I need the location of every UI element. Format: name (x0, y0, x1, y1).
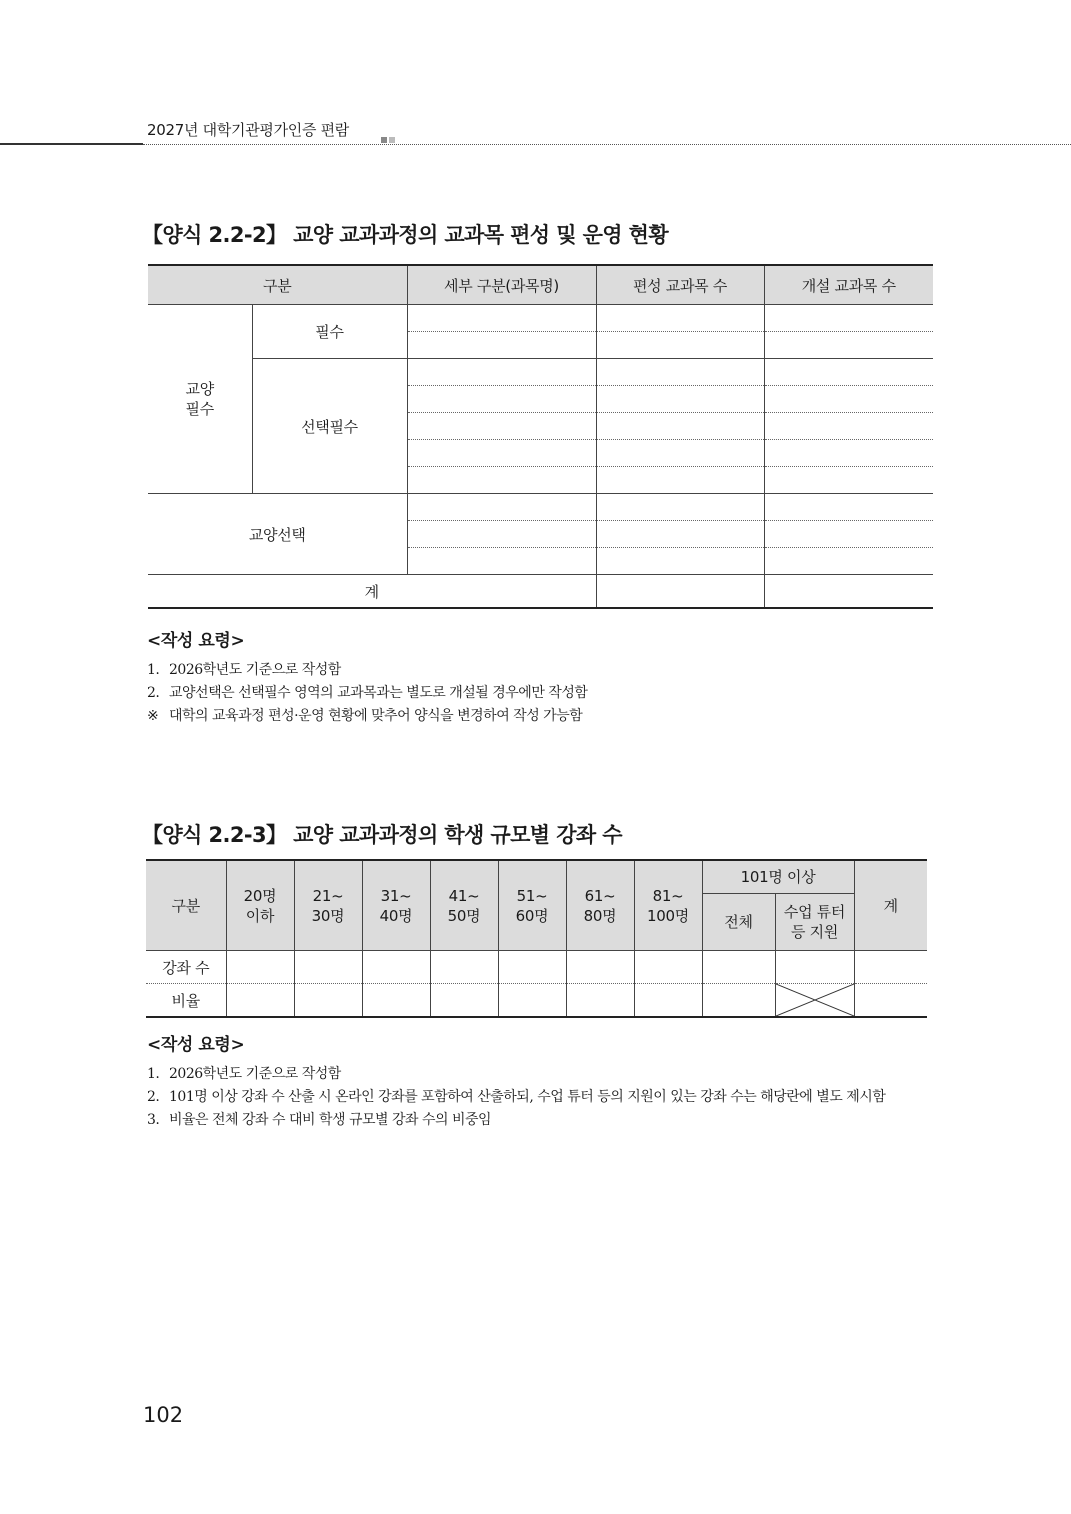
crossed-out-cell (775, 984, 854, 1018)
input-cell[interactable] (407, 305, 596, 332)
form2-table (146, 859, 927, 1018)
input-cell[interactable] (407, 413, 596, 440)
input-cell[interactable] (596, 359, 764, 386)
guide2 (147, 1030, 937, 1132)
input-cell[interactable] (702, 984, 775, 1018)
header-opened-count: 개설 교과목 수 (764, 265, 933, 305)
input-cell[interactable] (764, 467, 933, 494)
input-cell[interactable] (226, 951, 294, 984)
header-size-61-80: 61~ 80명 (566, 860, 634, 951)
input-cell[interactable] (596, 548, 764, 575)
input-cell[interactable] (226, 984, 294, 1018)
header-size-21-30: 21~ 30명 (294, 860, 362, 951)
input-cell[interactable] (764, 386, 933, 413)
header-detail: 세부 구분(과목명) (407, 265, 596, 305)
header-category: 구분 (146, 860, 226, 951)
input-cell[interactable] (764, 440, 933, 467)
cross-icon (776, 984, 854, 1016)
header-rule-thin (143, 144, 1071, 145)
guide2-item: 3. 비율은 전체 강좌 수 대비 학생 규모별 강좌 수의 비중임 (147, 1112, 492, 1128)
guide2-item: 1. 2026학년도 기준으로 작성함 (147, 1066, 341, 1082)
input-cell[interactable] (596, 494, 764, 521)
input-cell[interactable] (407, 494, 596, 521)
input-cell[interactable] (764, 359, 933, 386)
input-cell[interactable] (764, 413, 933, 440)
input-cell[interactable] (294, 951, 362, 984)
input-cell[interactable] (634, 951, 702, 984)
input-cell[interactable] (566, 984, 634, 1018)
running-header (0, 116, 1071, 146)
form2-title: 【양식 2.2-3】 교양 교과과정의 학생 규모별 강좌 수 (142, 823, 622, 847)
input-cell[interactable] (407, 440, 596, 467)
input-cell[interactable] (596, 386, 764, 413)
input-cell[interactable] (596, 305, 764, 332)
header-over-101-all: 전체 (702, 894, 775, 951)
input-cell[interactable] (764, 494, 933, 521)
input-cell[interactable] (566, 951, 634, 984)
input-cell[interactable] (702, 951, 775, 984)
row-label-ratio: 비율 (146, 984, 226, 1018)
input-cell[interactable] (596, 413, 764, 440)
total-opened-cell[interactable] (764, 575, 933, 609)
input-cell[interactable] (407, 467, 596, 494)
input-cell[interactable] (498, 951, 566, 984)
input-cell[interactable] (362, 984, 430, 1018)
header-total: 계 (854, 860, 927, 951)
input-cell[interactable] (596, 440, 764, 467)
input-cell[interactable] (634, 984, 702, 1018)
guide1-item: ※ 대학의 교육과정 편성·운영 현황에 맞추어 양식을 변경하여 작성 가능함 (147, 708, 583, 724)
header-size-51-60: 51~ 60명 (498, 860, 566, 951)
header-rule-thick (0, 143, 143, 145)
input-cell[interactable] (407, 332, 596, 359)
form1-table (148, 264, 933, 609)
input-cell[interactable] (498, 984, 566, 1018)
running-title: 2027년 대학기관평가인증 편람 (147, 121, 350, 139)
sub-elective-required: 선택필수 (252, 359, 407, 494)
input-cell[interactable] (407, 386, 596, 413)
guide1-title: <작성 요령> (147, 631, 245, 651)
guide2-item: 2. 101명 이상 강좌 수 산출 시 온라인 강좌를 포함하여 산출하되, 수업 튜터 등의 지원이 있는 강좌 수는 해당란에 별도 제시함 (147, 1089, 886, 1105)
header-size-81-100: 81~ 100명 (634, 860, 702, 951)
group-general-required: 교양 필수 (148, 305, 252, 494)
header-over-101: 101명 이상 (702, 860, 854, 894)
input-cell[interactable] (596, 332, 764, 359)
input-cell[interactable] (775, 951, 854, 984)
input-cell[interactable] (430, 951, 498, 984)
header-over-101-tutor: 수업 튜터 등 지원 (775, 894, 854, 951)
page-number: 102 (143, 1403, 184, 1427)
header-category: 구분 (148, 265, 407, 305)
table-row (146, 951, 927, 984)
guide1 (147, 626, 587, 728)
input-cell[interactable] (407, 548, 596, 575)
input-cell[interactable] (430, 984, 498, 1018)
table-row (146, 984, 927, 1018)
input-cell[interactable] (854, 951, 927, 984)
input-cell[interactable] (362, 951, 430, 984)
header-size-41-50: 41~ 50명 (430, 860, 498, 951)
input-cell[interactable] (764, 548, 933, 575)
total-label: 계 (148, 575, 596, 609)
header-size-20: 20명 이하 (226, 860, 294, 951)
guide2-title: <작성 요령> (147, 1035, 245, 1055)
input-cell[interactable] (596, 521, 764, 548)
form1-title: 【양식 2.2-2】 교양 교과과정의 교과목 편성 및 운영 현황 (142, 223, 669, 247)
input-cell[interactable] (764, 521, 933, 548)
guide1-item: 1. 2026학년도 기준으로 작성함 (147, 662, 341, 678)
form1-header-row (148, 265, 933, 305)
general-elective: 교양선택 (148, 494, 407, 575)
header-size-31-40: 31~ 40명 (362, 860, 430, 951)
sub-required: 필수 (252, 305, 407, 359)
row-label-course-count: 강좌 수 (146, 951, 226, 984)
input-cell[interactable] (294, 984, 362, 1018)
input-cell[interactable] (764, 305, 933, 332)
input-cell[interactable] (407, 359, 596, 386)
guide1-item: 2. 교양선택은 선택필수 영역의 교과목과는 별도로 개설될 경우에만 작성함 (147, 685, 588, 701)
input-cell[interactable] (854, 984, 927, 1018)
header-planned-count: 편성 교과목 수 (596, 265, 764, 305)
input-cell[interactable] (407, 521, 596, 548)
input-cell[interactable] (764, 332, 933, 359)
input-cell[interactable] (596, 467, 764, 494)
total-planned-cell[interactable] (596, 575, 764, 609)
